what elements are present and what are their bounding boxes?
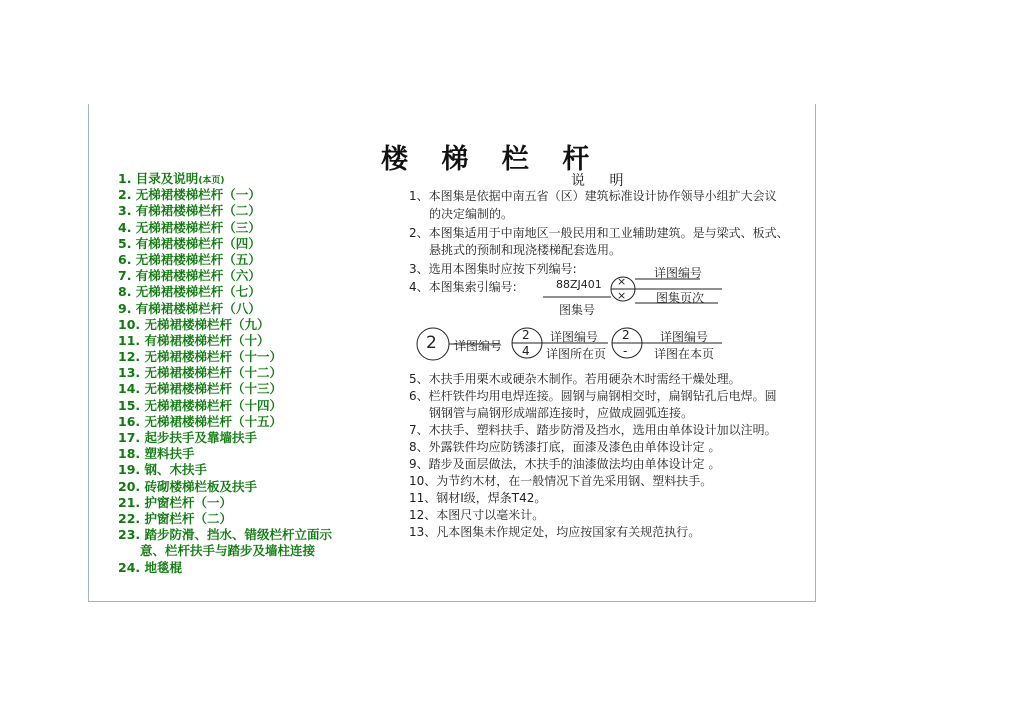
toc-item[interactable]: 22. 护窗栏杆（二） <box>118 510 232 526</box>
toc-item[interactable]: 19. 钢、木扶手 <box>118 462 207 478</box>
symbol2-top-label: 详图编号 <box>550 330 599 344</box>
toc-item[interactable]: 4. 无梯裙楼梯栏杆（三） <box>118 219 261 235</box>
note-6: 6、栏杆铁件均用电焊连接。圆钢与扁钢相交时，扁钢钻孔后电焊。圆 <box>409 389 777 403</box>
cross-mark-bottom: × <box>617 289 627 302</box>
symbol1-number: 2 <box>426 333 437 353</box>
toc-item[interactable]: 21. 护窗栏杆（一） <box>118 494 232 510</box>
toc-item[interactable]: 13. 无梯裙楼梯栏杆（十二） <box>118 365 282 381</box>
note-7: 7、木扶手、塑料扶手、踏步防滑及挡水，选用由单体设计加以注明。 <box>409 423 777 437</box>
toc-item[interactable]: 8. 无梯裙楼梯栏杆（七） <box>118 284 261 300</box>
toc-item[interactable]: 11. 有梯裙楼梯栏杆（十） <box>118 332 270 348</box>
page-title: 楼 梯 栏 杆 <box>381 144 602 175</box>
toc-item[interactable]: 20. 砖砌楼梯栏板及扶手 <box>118 478 257 494</box>
note-1: 1、本图集是依据中南五省（区）建筑标准设计协作领导小组扩大会议 <box>409 189 777 203</box>
toc-item[interactable]: 1. 目录及说明(本页) <box>118 171 225 186</box>
symbol1-label: 详图编号 <box>454 339 503 353</box>
symbol3-bottom-label: 详图在本页 <box>654 347 715 361</box>
toc-item[interactable]: 5. 有梯裙楼梯栏杆（四） <box>118 235 261 251</box>
symbol2-top-number: 2 <box>522 328 530 342</box>
note-4: 4、本图集索引编号: <box>409 280 517 294</box>
notes-heading: 说 明 <box>571 173 634 189</box>
toc-item[interactable]: 6. 无梯裙楼梯栏杆（五） <box>118 251 261 267</box>
atlas-code: 88ZJ401 <box>556 278 602 291</box>
symbol3-top-number: 2 <box>622 328 630 342</box>
toc-item-continuation[interactable]: 意、栏杆扶手与踏步及墙柱连接 <box>140 543 316 559</box>
symbol3-bottom-number: - <box>623 344 628 358</box>
note-3: 3、选用本图集时应按下列编号: <box>409 262 577 276</box>
toc-item[interactable]: 3. 有梯裙楼梯栏杆（二） <box>118 203 261 219</box>
note-11: 11、钢材Ⅰ级，焊条T42。 <box>409 491 547 505</box>
symbol3-top-label: 详图编号 <box>660 330 709 344</box>
toc-item[interactable]: 17. 起步扶手及靠墙扶手 <box>118 430 257 445</box>
toc-item-tag: (本页) <box>198 176 225 186</box>
note-5: 5、木扶手用栗木或硬杂木制作。若用硬杂木时需经干燥处理。 <box>409 372 741 386</box>
note-13: 13、凡本图集未作规定处，均应按国家有关规范执行。 <box>409 525 701 539</box>
toc-item[interactable]: 14. 无梯裙楼梯栏杆（十三） <box>118 381 282 397</box>
symbol2-bottom-number: 4 <box>522 344 530 358</box>
note-2: 2、本图集适用于中南地区一般民用和工业辅助建筑。是与梁式、板式、 <box>409 226 789 240</box>
toc-item[interactable]: 23. 踏步防滑、挡水、错级栏杆立面示 <box>118 527 332 543</box>
note-8: 8、外露铁件均应防锈漆打底，面漆及漆色由单体设计定 。 <box>409 440 721 454</box>
toc-item[interactable]: 10. 无梯裙楼梯栏杆（九） <box>118 316 270 332</box>
cross-mark-top: × <box>617 275 627 288</box>
toc-item[interactable]: 24. 地毯棍 <box>118 559 182 575</box>
toc-item[interactable]: 16. 无梯裙楼梯栏杆（十五） <box>118 413 282 429</box>
toc-item[interactable]: 12. 无梯裙楼梯栏杆（十一） <box>118 349 282 365</box>
toc-item[interactable]: 15. 无梯裙楼梯栏杆（十四） <box>118 397 282 413</box>
note-2-cont: 悬挑式的预制和现浇楼梯配套选用。 <box>429 243 622 257</box>
note-10: 10、为节约木材，在一般情况下首先采用钢、塑料扶手。 <box>409 474 713 488</box>
note-9: 9、踏步及面层做法，木扶手的油漆做法均由单体设计定 。 <box>409 457 721 471</box>
toc-item[interactable]: 9. 有梯裙楼梯栏杆（八） <box>118 300 261 316</box>
toc-item[interactable]: 2. 无梯裙楼梯栏杆（一） <box>118 187 261 203</box>
atlas-no-label: 图集号 <box>559 303 596 317</box>
note-1-cont: 的决定编制的。 <box>429 207 514 221</box>
toc-item[interactable]: 18. 塑料扶手 <box>118 446 195 462</box>
toc-item[interactable]: 7. 有梯裙楼梯栏杆（六） <box>118 268 261 284</box>
detail-no-label: 详图编号 <box>654 266 703 280</box>
page-no-label: 图集页次 <box>656 291 705 305</box>
note-12: 12、本图尺寸以毫米计。 <box>409 508 545 522</box>
table-of-contents <box>118 171 332 576</box>
note-6-cont: 钢钢管与扁钢形成端部连接时，应做成圆弧连接。 <box>429 406 694 420</box>
symbol2-bottom-label: 详图所在页 <box>546 347 607 361</box>
